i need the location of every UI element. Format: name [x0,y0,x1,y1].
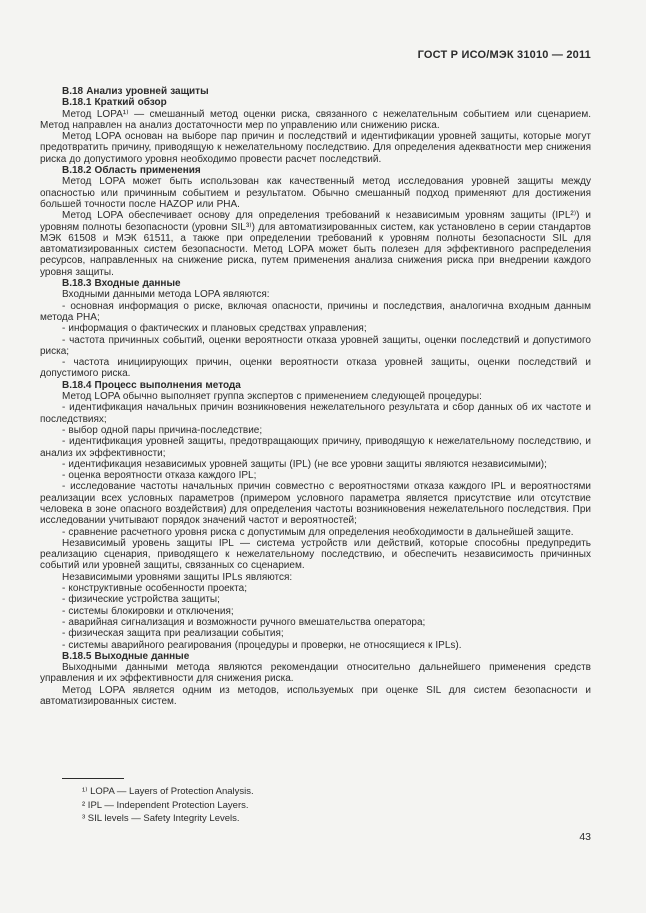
footnotes-block [40,778,591,826]
paragraph: Метод LOPA может быть использован как качественный метод исследования уровней защиты между опасностью или причинным событием и результатом. Обычно смешанный подход применяют для достижения большей точности после HAZOP или PHA. [40,176,591,210]
paragraph: Метод LOPA является одним из методов, используемых при оценке SIL для систем безопасности и автоматизированных систем. [40,684,591,708]
list-item: - системы аварийного реагирования (процедуры и проверки, не относящиеся к IPLs). [62,639,462,651]
paragraph: Выходными данными метода являются рекомендации относительно дальнейшего применения средств управления и их эффективности для снижения риска. [40,662,591,685]
paragraph: Метод LOPA основан на выборе пар причин и последствий и идентификации уровней защиты, которые могут предотвратить причину, приводящую к нежелательному последствию. Для определения адекватности мер снижения риска до допустимого уровня необходимо провести расчет последствий. [40,131,591,165]
section-heading: В.18.5 Выходные данные [62,650,190,662]
footnote-separator [62,778,124,779]
list-item: - исследование частоты начальных причин совместно с вероятностями отказа каждого IPL и вероятностями реализации всех условных параметров (примером условного параметра является присутствие или отсутствие человека в зоне опасного воздействия) для определения частоты возникновения нежелательного последствия. При исследовании учитывают порядок значений частот и вероятностей; [40,481,591,527]
page-number: 43 [579,831,591,843]
paragraph: Метод LOPA обеспечивает основу для определения требований к независимым уровням защиты (IPL²⁾) и уровням полноты безопасности (уровни SIL³⁾) для автоматизированных систем, как установлено в серии стандартов МЭК 61508 и МЭК 61511, а также при определении требований к уровням полноты безопасности SIL для автоматизированных систем безопасности. Метод LOPA может быть полезен для эффективного распределения ресурсов, направленных на снижение риска, путем применения анализа снижения риска при внедрении каждого уровня защиты. [40,210,591,278]
list-item: - выбор одной пары причина-последствие; [62,424,263,436]
list-item: - конструктивные особенности проекта; [62,583,247,595]
list-item: - идентификация начальных причин возникновения нежелательного результата и сбор данных об их частоте и последствиях; [40,402,591,425]
paragraph: Метод LOPA¹⁾ — смешанный метод оценки риска, связанного с нежелательным событием или сценарием. Метод направлен на анализ достаточности мер по управлению или снижению риска. [40,108,591,131]
list-item: - основная информация о риске, включая опасности, причины и последствия, аналогична входным данным метода PHA; [40,300,591,323]
paragraph: Входными данными метода LOPA являются: [62,289,270,301]
paragraph: Независимыми уровнями защиты IPLs являются: [62,571,293,583]
paragraph: Независимый уровень защиты IPL — система устройств или действий, которые способны предупредить реализацию сценария, приводящего к нежелательному последствию, и обеспечить независимость причинных событий или уровней защиты, связанных со сценарием. [40,537,591,572]
document-body [40,86,591,707]
list-item: - частота причинных событий, оценки вероятности отказа уровней защиты, оценки последствий и допустимого риска; [40,334,591,357]
section-heading: В.18.4 Процесс выполнения метода [62,379,241,391]
footnote: ² IPL — Independent Protection Layers. [82,799,249,811]
section-heading: В.18.1 Краткий обзор [62,97,167,109]
list-item: - физические устройства защиты; [62,594,220,606]
list-item: - идентификация уровней защиты, предотвращающих причину, приводящую к нежелательному последствию, и анализ их эффективности; [40,436,591,459]
list-item: - идентификация независимых уровней защиты (IPL) (не все уровни защиты являются независимыми); [62,458,547,470]
list-item: - оценка вероятности отказа каждого IPL; [62,470,257,482]
list-item: - системы блокировки и отключения; [62,605,234,617]
list-item: - аварийная сигнализация и возможности ручного вмешательства оператора; [62,616,426,628]
list-item: - физическая защита при реализации события; [62,628,284,640]
running-header: ГОСТ Р ИСО/МЭК 31010 — 2011 [417,49,591,61]
section-heading: В.18.2 Область применения [62,165,201,177]
footnote: ¹⁾ LOPA — Layers of Protection Analysis. [82,786,254,797]
paragraph: Метод LOPA обычно выполняет группа экспертов с применением следующей процедуры: [62,391,482,403]
section-heading: В.18 Анализ уровней защиты [62,86,209,97]
section-heading: В.18.3 Входные данные [62,278,181,290]
list-item: - сравнение расчетного уровня риска с допустимым для определения необходимости в дальнейшей защите. [62,526,574,538]
list-item: - информация о фактических и плановых средствах управления; [62,323,367,335]
list-item: - частота инициирующих причин, оценки вероятности отказа уровней защиты, оценки последствий и допустимого риска. [40,357,591,380]
footnote: ³ SIL levels — Safety Integrity Levels. [82,813,240,824]
